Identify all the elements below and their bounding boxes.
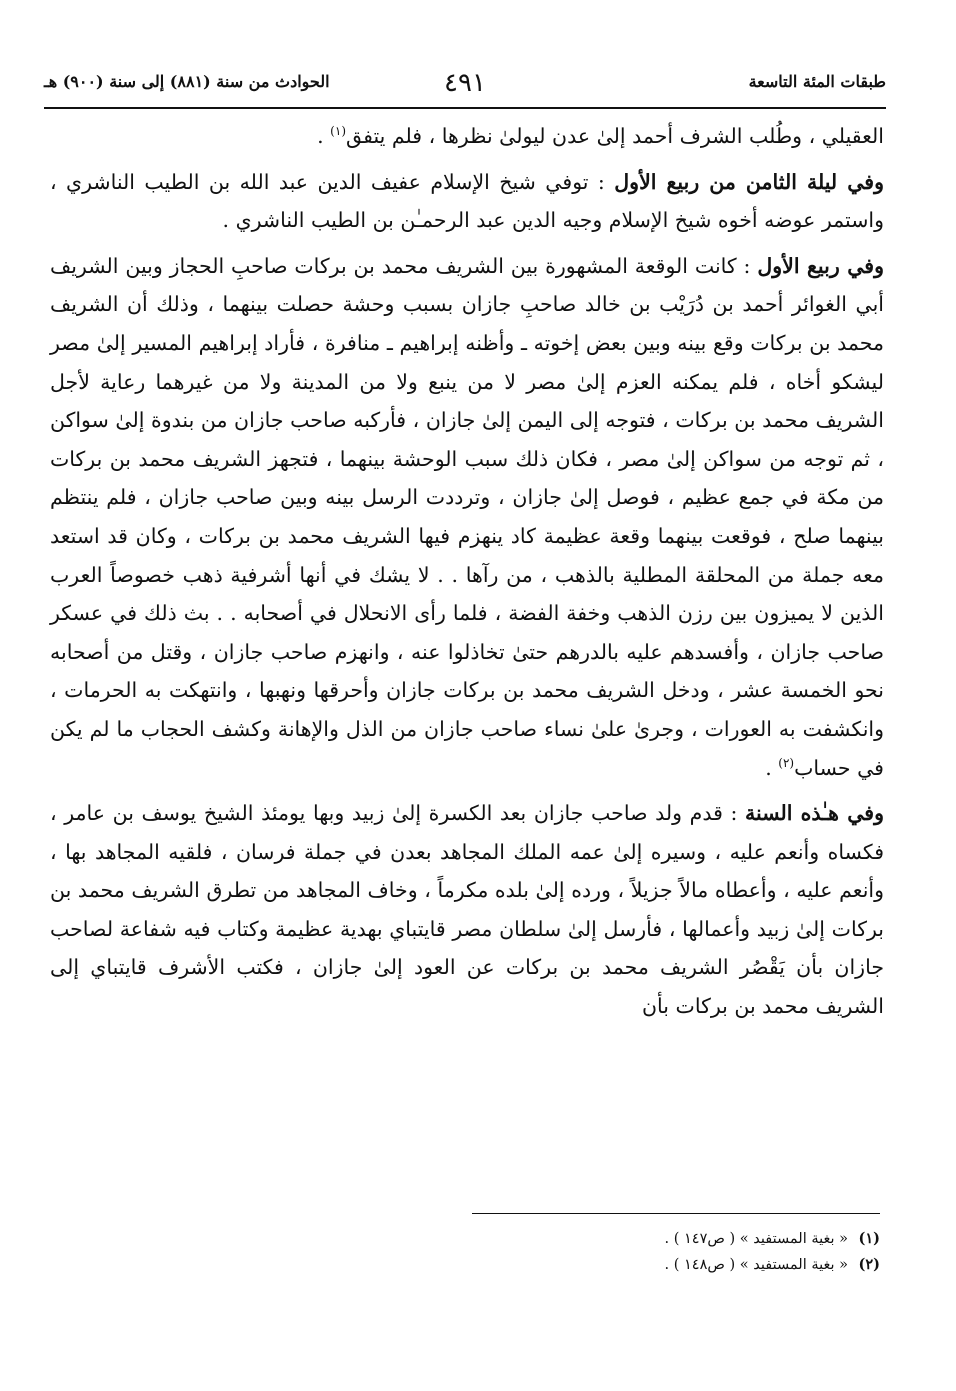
- paragraph-tail: .: [765, 755, 779, 780]
- paragraph-text: : كانت الوقعة المشهورة بين الشريف محمد بن بركات صاحبِ الحجاز وبين الشريف أبي الغوائر أحمد بن دُرَيْب بن خالد صاحبِ جازان بسبب وحشة حصلت بينهما ، وذلك أن الشريف محمد بن بركات وقع بينه وبين بعض إخوته ـ وأظنه إبراهيم ـ منافرة ، فأراد إبراهيم المسير إلىٰ مصر ليشكو أخاه ، فلم يمكنه العزم إلىٰ مصر لا من ينبع ولا من المدينة ولا من غيرهما رعاية لأجل الشريف محمد بن بركات ، فتوجه إلى اليمن إلىٰ جازان ، فأركبه صاحب جازان من بندوة إلىٰ سواكن ، ثم توجه من سواكن إلىٰ مصر ، فكان ذلك سبب الوحشة بينهما ، فتجهز الشريف محمد بن بركات من مكة في جمع عظيم ، فوصل إلىٰ جازان ، وترددت الرسل بينه وبين صاحب جازان ، فلم ينتظم بينهما صلح ، فوقعت بينهما وقعة عظيمة كاد ينهزم فيها الشريف محمد بن بركات ، وكان قد استعد معه جملة من المحلقة المطلية بالذهب ، من رآها . . لا يشك في أنها أشرفية ذهب خصوصاً العرب الذين لا يميزون بين رزن الذهب وخفة الفضة ، فلما رأى الانحلال في أصحابه . . بث ذلك في عسكر صاحب جازان ، وأفسدهم عليه بالدرهم حتىٰ تخاذلوا عنه ، وانهزم صاحب جازان ، وقتل من أصحابه نحو الخمسة عشر ، ودخل الشريف محمد بن بركات جازان وأحرقها ونهبها ، وانتهكت به الحرمات ، وانكشفت به العورات ، وجرىٰ علىٰ نساء صاحب جازان من الذل والإهانة وكشف الحجاب ما لم يكن في حساب: [50, 253, 884, 780]
- paragraph-text: : قدم ولد صاحب جازان بعد الكسرة إلىٰ زبيد وبها يومئذ الشيخ يوسف بن عامر ، فكساه وأنعم عليه ، وسيره إلىٰ عمه الملك المجاهد بعدن في جملة فرسان ، فلقيه المجاهد بها ، وأنعم عليه ، وأعطاه مالاً جزيلاً ، ورده إلىٰ بلده مكرماً ، وخاف المجاهد من تطرق الشريف محمد بن بركات إلىٰ زبيد وأعمالها ، فأرسل إلىٰ سلطان مصر قايتباي بهدية عظيمة وكتاب فيه شفاعة لصاحب جازان بأن يَقْصُر الشريف محمد بن بركات عن العود إلىٰ جازان ، فكتب الأشرف قايتباي إلى الشريف محمد بن بركات بأن: [50, 801, 884, 1019]
- paragraph-lead: وفي هـٰذه السنة: [745, 801, 884, 826]
- paragraph-lead: وفي ربيع الأول: [757, 253, 884, 278]
- footnote-ref[interactable]: (٢): [778, 755, 795, 770]
- footnote-ref[interactable]: (١): [330, 124, 346, 139]
- paragraph: [50, 247, 884, 787]
- main-text: [50, 117, 884, 1026]
- footnote-text: « بغية المستفيد » ( ص١٤٧ ) .: [664, 1231, 848, 1247]
- footnote-number: (١): [858, 1230, 880, 1247]
- book-title: طبقات المئة التاسعة: [748, 72, 886, 91]
- footnotes: [380, 1226, 880, 1278]
- paragraph-text: : توفي شيخ الإسلام عفيف الدين عبد الله بن الطيب الناشري ، واستمر عوضه أخوه شيخ الإسلام وجيه الدين عبد الرحمـٰن بن الطيب الناشري .: [50, 169, 884, 233]
- paragraph: [50, 794, 884, 1026]
- footnote-divider: [472, 1213, 880, 1214]
- paragraph: [50, 117, 884, 156]
- footnote: [380, 1252, 880, 1278]
- footnote-number: (٢): [858, 1256, 880, 1273]
- running-header: [44, 68, 886, 108]
- paragraph-lead: وفي ليلة الثامن من ربيع الأول: [614, 169, 885, 194]
- paragraph: [50, 163, 884, 240]
- footnote-text: « بغية المستفيد » ( ص١٤٨ ) .: [664, 1257, 848, 1273]
- section-title: الحوادث من سنة (٨٨١) إلى سنة (٩٠٠) هـ: [44, 72, 330, 91]
- header-divider: [44, 107, 886, 109]
- paragraph-text: العقيلي ، وطُلب الشرف أحمد إلىٰ عدن ليولىٰ نظرها ، فلم يتفق: [346, 124, 884, 148]
- paragraph-tail: .: [317, 124, 331, 148]
- page-number: ٤٩١: [444, 68, 486, 98]
- footnote: [380, 1226, 880, 1252]
